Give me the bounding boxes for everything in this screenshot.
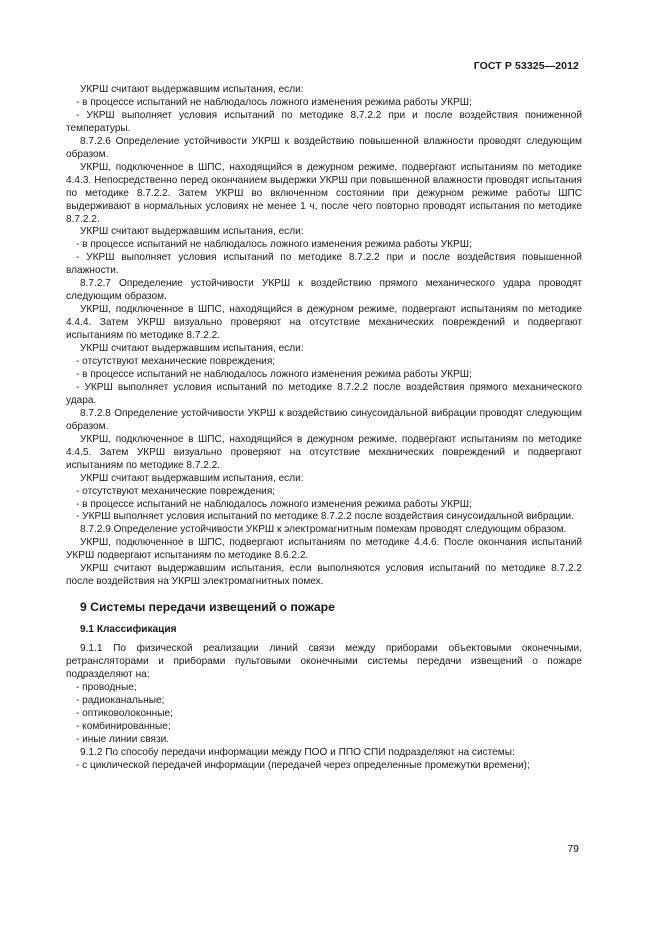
list-item: - УКРШ выполняет условия испытаний по методике 8.7.2.2 при и после воздействия повышенной влажности. xyxy=(66,252,582,278)
list-item: - отсутствуют механические повреждения; xyxy=(66,486,582,499)
list-item: - в процессе испытаний не наблюдалось ложного изменения режима работы УКРШ; xyxy=(66,239,582,252)
list-item: - с циклической передачей информации (передачей через определенные промежутки времени); xyxy=(66,760,582,773)
list-item: - УКРШ выполняет условия испытаний по методике 8.7.2.2 после воздействия прямого механического удара. xyxy=(66,382,582,408)
list-item: - в процессе испытаний не наблюдалось ложного изменения режима работы УКРШ; xyxy=(66,369,582,382)
list-item: - радиоканальные; xyxy=(66,695,582,708)
document-body xyxy=(66,84,582,773)
list-item: - проводные; xyxy=(66,682,582,695)
list-item: - отсутствуют механические повреждения; xyxy=(66,356,582,369)
list-item: - УКРШ выполняет условия испытаний по методике 8.7.2.2 при и после воздействия пониженной температуры. xyxy=(66,110,582,136)
list-item: - УКРШ выполняет условия испытаний по методике 8.7.2.2 после воздействия синусоидальной вибрации. xyxy=(66,511,582,524)
standard-header: ГОСТ Р 53325—2012 xyxy=(473,60,579,72)
paragraph: 9.1.1 По физической реализации линий связи между приборами объектовыми оконечными, ретрансляторами и приборами пультовыми оконечными системы передачи извещений о пожаре подразделяют на: xyxy=(66,643,582,681)
text-blocks-upper xyxy=(66,84,582,589)
list-item: - иные линии связи. xyxy=(66,734,582,747)
paragraph: УКРШ считают выдержавшим испытания, если: xyxy=(80,226,304,238)
paragraph: УКРШ считают выдержавшим испытания, если выполняются условия испытаний по методике 8.7.2.2 после воздействия на УКРШ электромагнитных помех. xyxy=(66,563,582,588)
page-number: 79 xyxy=(567,843,579,855)
list-item: - в процессе испытаний не наблюдалось ложного изменения режима работы УКРШ; xyxy=(66,97,582,110)
paragraph: 8.7.2.9 Определение устойчивости УКРШ к электромагнитным помехам проводят следующим образом. xyxy=(80,524,567,536)
paragraph: УКРШ, подключенное в ШПС, находящийся в дежурном режиме, подвергают испытаниям по методике 4.4.4. Затем УКРШ визуально проверяют на отсутствие механических повреждений и подвергают испытаниям по методике 8.7.2.2. xyxy=(66,304,582,342)
list-item: - в процессе испытаний не наблюдалось ложного изменения режима работы УКРШ; xyxy=(66,499,582,512)
paragraph: УКРШ считают выдержавшим испытания, если: xyxy=(80,472,304,484)
section-heading: 9 Системы передачи извещений о пожаре xyxy=(80,600,335,615)
paragraph: УКРШ считают выдержавшим испытания, если: xyxy=(80,84,304,95)
paragraph: 8.7.2.7 Определение устойчивости УКРШ к воздействию прямого механического удара проводят следующим образом. xyxy=(66,278,582,303)
paragraph: УКРШ, подключенное в ШПС, подвергают испытаниям по методике 4.4.6. После окончания испытаний УКРШ подвергают испытаниям по методике 8.6.2.2. xyxy=(66,537,582,562)
list-item: - комбинированные; xyxy=(66,721,582,734)
subsection-heading: 9.1 Классификация xyxy=(80,624,177,636)
paragraph: 9.1.2 По способу передачи информации между ПОО и ППО СПИ подразделяют на системы: xyxy=(80,746,515,758)
paragraph: 8.7.2.8 Определение устойчивости УКРШ к воздействию синусоидальной вибрации проводят следующим образом. xyxy=(66,407,582,432)
paragraph: УКРШ, подключенное в ШПС, находящийся в дежурном режиме, подвергают испытаниям по методике 4.4.3. Непосредственно перед окончанием выдержки УКРШ при повышенной влажности проводят испытания по методике 8.7.2.2. Затем УКРШ во включенном состоянии при дежурном режиме работы ШПС выдерживают в нормальных условиях не менее 1 ч, после чего повторно проводят испытания по методике 8.7.2.2. xyxy=(66,161,582,225)
paragraph: УКРШ, подключенное в ШПС, находящийся в дежурном режиме, подвергают испытаниям по методике 4.4.5. Затем УКРШ визуально проверяют на отсутствие механических повреждений и подвергают испытаниям по методике 8.7.2.2. xyxy=(66,433,582,471)
list-item: - оптиковолоконные; xyxy=(66,708,582,721)
text-blocks-lower xyxy=(66,643,582,773)
paragraph: 8.7.2.6 Определение устойчивости УКРШ к воздействию повышенной влажности проводят следующим образом. xyxy=(66,135,582,160)
paragraph: УКРШ считают выдержавшим испытания, если: xyxy=(80,343,304,355)
